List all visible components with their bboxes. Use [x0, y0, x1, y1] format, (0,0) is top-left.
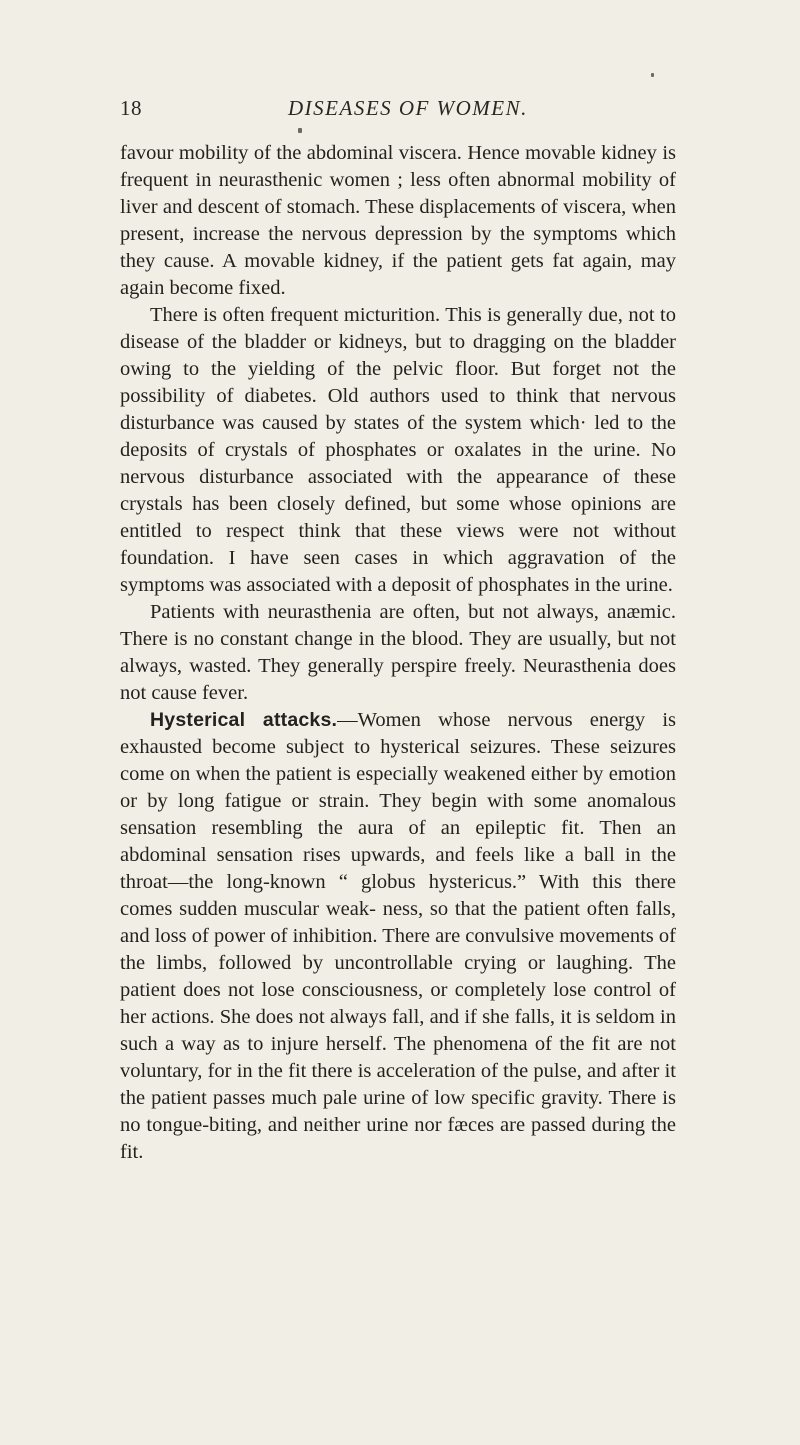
paragraph-hysterical-attacks — [120, 707, 676, 1166]
print-speck — [298, 128, 302, 133]
body-text — [120, 140, 676, 1166]
paragraph-continuation: favour mobility of the abdominal viscera. Hence movable kidney is frequent in neurasthenic women ; less often abnormal mobility of liver and descent of stomach. These displacements of viscera, when present, increase the nervous depression by the symptoms which they cause. A movable kidney, if the patient gets fat again, may again become fixed. — [120, 142, 676, 299]
section-body: —Women whose nervous energy is exhausted become subject to hysterical seizures. These seizures come on when the patient is especially weakened either by emotion or by long fatigue or strain. They begin with some anomalous sensation resembling the aura of an epileptic fit. Then an abdominal sensation rises upwards, and feels like a ball in the throat—the long-known “ globus hystericus.” With this there comes sudden muscular weak- ness, so that the patient often falls, and loss of power of inhibition. There are convulsive movements of the limbs, followed by uncontrollable crying or laughing. The patient does not lose consciousness, or completely lose control of her actions. She does not always fall, and if she falls, it is seldom in such a way as to injure herself. The phenomena of the fit are not voluntary, for in the fit there is acceleration of the pulse, and after it the patient passes much pale urine of low specific gravity. There is no tongue-biting, and neither urine nor fæces are passed during the fit. — [120, 709, 676, 1163]
paragraph-anaemia: Patients with neurasthenia are often, but not always, anæmic. There is no constant change in the blood. They are usually, but not always, wasted. They generally perspire freely. Neurasthenia does not cause fever. — [120, 601, 676, 704]
section-heading: Hysterical attacks. — [150, 709, 338, 731]
page-header — [120, 96, 680, 126]
page-number: 18 — [120, 96, 142, 120]
print-speck — [651, 73, 654, 77]
running-head: DISEASES OF WOMEN. — [288, 96, 528, 120]
paragraph-micturition: There is often frequent micturition. This is generally due, not to disease of the bladder or kidneys, but to dragging on the bladder owing to the yielding of the pelvic floor. But forget not the possibility of diabetes. Old authors used to think that nervous disturbance was caused by states of the system which· led to the deposits of crystals of phosphates or oxalates in the urine. No nervous disturbance associated with the appearance of these crystals has been closely defined, but some whose opinions are entitled to respect think that these views were not without foundation. I have seen cases in which aggravation of the symptoms was associated with a deposit of phosphates in the urine. — [120, 304, 676, 596]
